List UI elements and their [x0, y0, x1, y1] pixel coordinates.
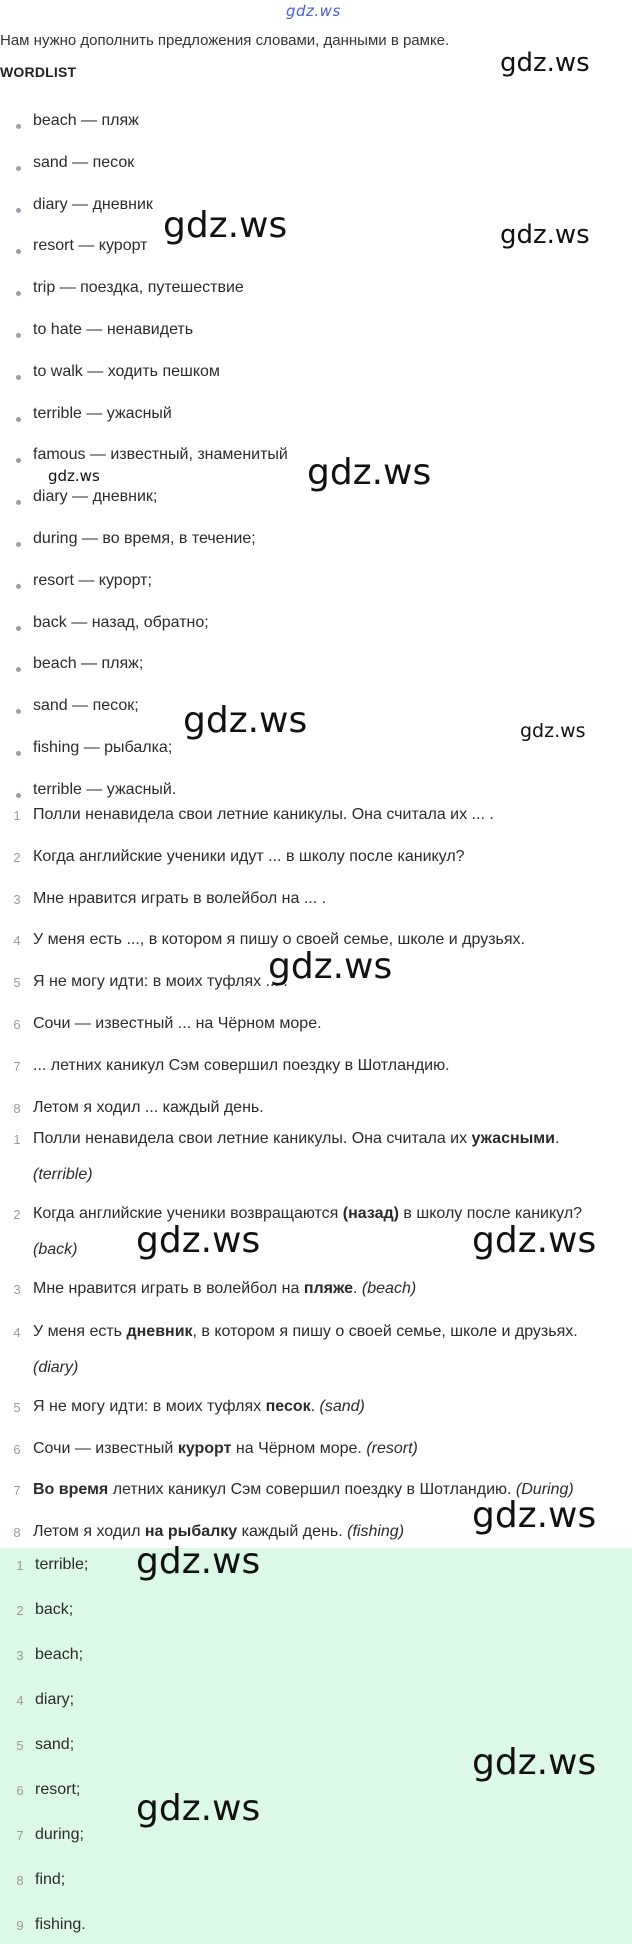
- bullet-dot: [16, 709, 21, 714]
- item-number: 2: [16, 1603, 24, 1618]
- item-number: 7: [13, 1058, 21, 1074]
- wordlist-item: during — во время, в течение;: [33, 530, 256, 547]
- item-number: 3: [13, 891, 21, 907]
- question-text: Я не могу идти: в моих туфлях ... .: [33, 973, 288, 991]
- question-text: У меня есть ..., в котором я пишу о своей семье, школе и друзьях.: [33, 931, 525, 949]
- watermark: gdz.ws: [500, 48, 590, 78]
- question-text: Полли ненавидела свои летние каникулы. Она считала их ... .: [33, 806, 494, 823]
- watermark: gdz.ws: [183, 700, 308, 741]
- question-text: ... летних каникул Сэм совершил поездку в Шотландию.: [33, 1056, 450, 1074]
- bullet-dot: [16, 166, 21, 171]
- final-answer: beach;: [35, 1646, 84, 1663]
- watermark: gdz.ws: [307, 452, 432, 493]
- bullet-dot: [16, 333, 21, 338]
- answer-word: пляже: [303, 1280, 354, 1297]
- item-number: 5: [13, 1400, 21, 1415]
- answer-sentence: [33, 1523, 404, 1541]
- answer-text: .: [554, 1130, 560, 1147]
- bullet-dot: [16, 417, 21, 422]
- answer-sentence: [33, 1130, 559, 1148]
- item-number: 4: [16, 1693, 24, 1708]
- bullet-dot: [16, 249, 21, 254]
- answer-text: Когда английские ученики возвращаются: [33, 1205, 343, 1222]
- answer-text: У меня есть: [33, 1323, 127, 1340]
- final-answer: terrible;: [35, 1556, 89, 1573]
- item-number: 2: [13, 849, 21, 865]
- watermark: gdz.ws: [136, 1541, 261, 1582]
- watermark: gdz.ws: [472, 1220, 597, 1261]
- item-number: 2: [13, 1207, 21, 1222]
- answer-sentence: [33, 1280, 416, 1298]
- bullet-dot: [16, 667, 21, 672]
- bullet-dot: [16, 793, 21, 798]
- answer-hint: (fishing): [347, 1523, 405, 1540]
- watermark: gdz.ws: [136, 1788, 261, 1829]
- answer-word: на рыбалку: [144, 1523, 238, 1540]
- final-answer: resort;: [35, 1781, 81, 1798]
- item-number: 8: [13, 1100, 21, 1116]
- answer-text: Сочи — известный: [33, 1440, 178, 1457]
- wordlist-item: beach — пляж;: [33, 655, 144, 673]
- item-number: 8: [13, 1525, 21, 1540]
- wordlist-heading: WORDLIST: [0, 64, 77, 80]
- answer-hint: (diary): [33, 1359, 79, 1376]
- wordlist-item: sand — песок: [33, 153, 135, 171]
- item-number: 3: [13, 1282, 21, 1297]
- answer-text: летних каникул Сэм совершил поездку в Шотландию.: [108, 1481, 516, 1498]
- wordlist-item: resort — курорт: [33, 237, 148, 255]
- wordlist-item: diary — дневник: [33, 195, 153, 213]
- item-number: 5: [16, 1738, 24, 1753]
- answer-hint: (beach): [361, 1280, 417, 1297]
- answer-text: Мне нравится играть в волейбол на: [33, 1280, 304, 1297]
- answer-hint: (During): [515, 1481, 574, 1498]
- watermark: gdz.ws: [136, 1220, 261, 1261]
- bullet-dot: [16, 375, 21, 380]
- wordlist-item: back — назад, обратно;: [33, 613, 209, 631]
- bullet-dot: [16, 542, 21, 547]
- bullet-dot: [16, 291, 21, 296]
- question-text: Мне нравится играть в волейбол на ... .: [33, 889, 327, 907]
- wordlist-item: trip — поездка, путешествие: [33, 279, 244, 297]
- watermark: gdz.ws: [500, 220, 590, 250]
- watermark: gdz.ws: [520, 720, 586, 742]
- wordlist-item: fishing — рыбалка;: [33, 739, 173, 756]
- item-number: 1: [13, 808, 21, 823]
- bullet-dot: [16, 751, 21, 756]
- wordlist-item: sand — песок;: [33, 697, 139, 715]
- wordlist-item: resort — курорт;: [33, 571, 152, 589]
- intro-text: Нам нужно дополнить предложения словами, данными в рамке.: [0, 32, 450, 49]
- item-number: 6: [16, 1783, 24, 1798]
- wordlist-item: beach — пляж: [33, 112, 139, 129]
- answer-text: .: [353, 1280, 362, 1297]
- watermark: gdz.ws: [48, 467, 100, 485]
- answer-hint: (back): [33, 1241, 78, 1258]
- wordlist-item: famous — известный, знаменитый: [33, 446, 288, 464]
- site-logo[interactable]: gdz.ws: [286, 2, 341, 20]
- bullet-dot: [16, 626, 21, 631]
- answer-hint: (sand): [319, 1398, 365, 1415]
- answer-text: Я не могу идти: в моих туфлях: [33, 1398, 266, 1415]
- item-number: 6: [13, 1017, 21, 1032]
- answer-sentence: [33, 1323, 578, 1341]
- question-text: Сочи — известный ... на Чёрном море.: [33, 1015, 322, 1032]
- wordlist-item: terrible — ужасный.: [33, 780, 177, 798]
- answer-text: Летом я ходил: [33, 1523, 145, 1540]
- answer-sentence: [33, 1440, 418, 1458]
- question-text: Летом я ходил ... каждый день.: [33, 1098, 264, 1116]
- wordlist-item: to walk — ходить пешком: [33, 362, 220, 380]
- answer-word: ужасными: [471, 1130, 555, 1147]
- answer-text: в школу после каникул?: [398, 1205, 583, 1222]
- answer-text: каждый день.: [237, 1523, 348, 1540]
- answer-word: (назад): [342, 1205, 399, 1222]
- final-answer: back;: [35, 1601, 74, 1618]
- final-answer: find;: [35, 1871, 66, 1888]
- answer-text: на Чёрном море.: [231, 1440, 367, 1457]
- wordlist-item: diary — дневник;: [33, 488, 158, 506]
- answer-word: песок: [265, 1398, 311, 1415]
- item-number: 6: [13, 1442, 21, 1457]
- wordlist-item: terrible — ужасный: [33, 404, 172, 422]
- answer-text: Полли ненавидела свои летние каникулы. Она считала их: [33, 1130, 472, 1147]
- answer-hint: (resort): [366, 1440, 418, 1457]
- bullet-dot: [16, 584, 21, 589]
- answer-word: дневник: [126, 1323, 193, 1340]
- watermark: gdz.ws: [472, 1742, 597, 1783]
- item-number: 8: [16, 1873, 24, 1888]
- answer-hint: (terrible): [33, 1166, 93, 1183]
- answer-word: курорт: [177, 1440, 232, 1457]
- answer-sentence: [33, 1398, 365, 1416]
- bullet-dot: [16, 124, 21, 129]
- bullet-dot: [16, 208, 21, 213]
- item-number: 9: [16, 1918, 24, 1933]
- final-answer: diary;: [35, 1691, 75, 1708]
- item-number: 5: [13, 975, 21, 991]
- answer-text: .: [310, 1398, 320, 1415]
- item-number: 1: [16, 1558, 24, 1573]
- wordlist-item: to hate — ненавидеть: [33, 321, 194, 338]
- item-number: 4: [13, 933, 21, 949]
- watermark: gdz.ws: [472, 1495, 597, 1536]
- item-number: 3: [16, 1648, 24, 1663]
- final-answer: during;: [35, 1826, 84, 1843]
- watermark: gdz.ws: [268, 946, 393, 987]
- bullet-dot: [16, 458, 21, 463]
- item-number: 7: [13, 1483, 21, 1498]
- answer-text: , в котором я пишу о своей семье, школе и друзьях.: [192, 1323, 578, 1340]
- final-answer: fishing.: [35, 1916, 86, 1933]
- bullet-dot: [16, 500, 21, 505]
- watermark: gdz.ws: [163, 205, 288, 246]
- item-number: 7: [16, 1828, 24, 1843]
- item-number: 4: [13, 1325, 21, 1340]
- final-answer: sand;: [35, 1736, 75, 1753]
- answer-word: Во время: [33, 1481, 109, 1498]
- question-text: Когда английские ученики идут ... в школу после каникул?: [33, 847, 465, 865]
- item-number: 1: [13, 1132, 21, 1147]
